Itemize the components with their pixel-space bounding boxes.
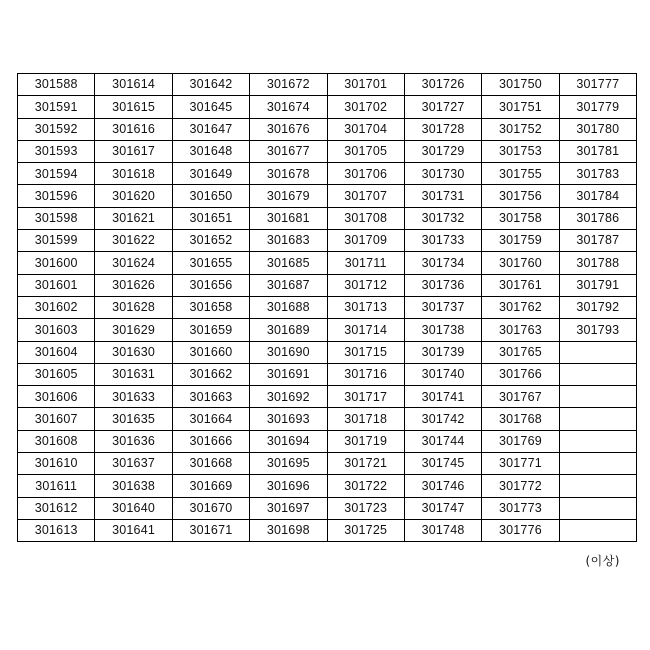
table-row xyxy=(18,519,637,541)
table-cell: 301622 xyxy=(95,230,172,252)
table-cell: 301636 xyxy=(95,430,172,452)
table-cell xyxy=(559,386,636,408)
table-row xyxy=(18,341,637,363)
table-cell: 301755 xyxy=(482,163,559,185)
table-cell: 301620 xyxy=(95,185,172,207)
table-cell: 301718 xyxy=(327,408,404,430)
table-cell: 301740 xyxy=(404,363,481,385)
table-cell: 301666 xyxy=(172,430,249,452)
table-cell: 301752 xyxy=(482,118,559,140)
table-cell: 301668 xyxy=(172,453,249,475)
table-row xyxy=(18,118,637,140)
table-cell: 301613 xyxy=(18,519,95,541)
table-cell: 301630 xyxy=(95,341,172,363)
table-cell: 301769 xyxy=(482,430,559,452)
table-cell: 301691 xyxy=(250,363,327,385)
table-cell: 301598 xyxy=(18,207,95,229)
table-cell: 301792 xyxy=(559,296,636,318)
table-cell: 301786 xyxy=(559,207,636,229)
table-cell: 301637 xyxy=(95,453,172,475)
table-cell: 301738 xyxy=(404,319,481,341)
table-cell: 301773 xyxy=(482,497,559,519)
table-cell: 301739 xyxy=(404,341,481,363)
table-cell: 301693 xyxy=(250,408,327,430)
table-cell: 301767 xyxy=(482,386,559,408)
table-cell: 301725 xyxy=(327,519,404,541)
table-cell: 301670 xyxy=(172,497,249,519)
table-cell: 301765 xyxy=(482,341,559,363)
table-cell: 301687 xyxy=(250,274,327,296)
table-cell: 301633 xyxy=(95,386,172,408)
table-cell: 301702 xyxy=(327,96,404,118)
table-cell: 301640 xyxy=(95,497,172,519)
table-cell: 301603 xyxy=(18,319,95,341)
table-cell: 301695 xyxy=(250,453,327,475)
table-cell: 301626 xyxy=(95,274,172,296)
table-cell: 301642 xyxy=(172,74,249,96)
table-cell: 301707 xyxy=(327,185,404,207)
table-cell xyxy=(559,430,636,452)
table-cell: 301732 xyxy=(404,207,481,229)
table-cell: 301615 xyxy=(95,96,172,118)
table-cell: 301641 xyxy=(95,519,172,541)
table-cell: 301723 xyxy=(327,497,404,519)
table-cell: 301751 xyxy=(482,96,559,118)
table-row xyxy=(18,475,637,497)
table-cell: 301745 xyxy=(404,453,481,475)
table-cell: 301696 xyxy=(250,475,327,497)
number-table xyxy=(17,73,637,542)
table-cell: 301672 xyxy=(250,74,327,96)
table-cell: 301784 xyxy=(559,185,636,207)
table-cell: 301662 xyxy=(172,363,249,385)
table-row xyxy=(18,140,637,162)
table-cell: 301763 xyxy=(482,319,559,341)
table-cell: 301742 xyxy=(404,408,481,430)
table-cell: 301621 xyxy=(95,207,172,229)
table-cell: 301677 xyxy=(250,140,327,162)
table-cell: 301591 xyxy=(18,96,95,118)
table-cell: 301771 xyxy=(482,453,559,475)
table-cell: 301631 xyxy=(95,363,172,385)
table-cell: 301793 xyxy=(559,319,636,341)
table-cell: 301694 xyxy=(250,430,327,452)
table-cell: 301611 xyxy=(18,475,95,497)
table-row xyxy=(18,274,637,296)
table-cell: 301612 xyxy=(18,497,95,519)
table-cell: 301596 xyxy=(18,185,95,207)
table-row xyxy=(18,386,637,408)
table-cell: 301714 xyxy=(327,319,404,341)
table-row xyxy=(18,363,637,385)
table-cell: 301788 xyxy=(559,252,636,274)
table-cell: 301635 xyxy=(95,408,172,430)
table-cell: 301758 xyxy=(482,207,559,229)
table-cell: 301750 xyxy=(482,74,559,96)
table-cell: 301733 xyxy=(404,230,481,252)
table-cell: 301741 xyxy=(404,386,481,408)
table-cell: 301614 xyxy=(95,74,172,96)
table-cell: 301697 xyxy=(250,497,327,519)
table-cell: 301648 xyxy=(172,140,249,162)
table-cell: 301781 xyxy=(559,140,636,162)
table-cell: 301616 xyxy=(95,118,172,140)
table-cell: 301681 xyxy=(250,207,327,229)
table-cell: 301780 xyxy=(559,118,636,140)
table-cell: 301601 xyxy=(18,274,95,296)
table-cell xyxy=(559,341,636,363)
table-cell: 301731 xyxy=(404,185,481,207)
table-cell: 301690 xyxy=(250,341,327,363)
table-cell: 301712 xyxy=(327,274,404,296)
table-cell: 301660 xyxy=(172,341,249,363)
table-cell: 301756 xyxy=(482,185,559,207)
table-cell: 301610 xyxy=(18,453,95,475)
table-cell: 301746 xyxy=(404,475,481,497)
table-row xyxy=(18,497,637,519)
table-cell: 301594 xyxy=(18,163,95,185)
table-cell: 301645 xyxy=(172,96,249,118)
table-cell: 301607 xyxy=(18,408,95,430)
table-cell xyxy=(559,453,636,475)
table-cell: 301593 xyxy=(18,140,95,162)
table-cell: 301744 xyxy=(404,430,481,452)
table-cell: 301599 xyxy=(18,230,95,252)
table-cell: 301779 xyxy=(559,96,636,118)
table-row xyxy=(18,252,637,274)
table-row xyxy=(18,185,637,207)
table-cell: 301664 xyxy=(172,408,249,430)
table-cell: 301674 xyxy=(250,96,327,118)
table-cell: 301717 xyxy=(327,386,404,408)
table-cell: 301701 xyxy=(327,74,404,96)
table-cell: 301617 xyxy=(95,140,172,162)
table-cell: 301655 xyxy=(172,252,249,274)
table-cell: 301730 xyxy=(404,163,481,185)
table-cell: 301726 xyxy=(404,74,481,96)
table-cell: 301777 xyxy=(559,74,636,96)
table-cell: 301656 xyxy=(172,274,249,296)
table-cell: 301652 xyxy=(172,230,249,252)
table-cell: 301791 xyxy=(559,274,636,296)
table-cell: 301762 xyxy=(482,296,559,318)
table-cell: 301600 xyxy=(18,252,95,274)
table-cell: 301649 xyxy=(172,163,249,185)
table-row xyxy=(18,430,637,452)
table-cell: 301706 xyxy=(327,163,404,185)
table-cell: 301719 xyxy=(327,430,404,452)
table-cell: 301669 xyxy=(172,475,249,497)
table-row xyxy=(18,74,637,96)
table-cell: 301588 xyxy=(18,74,95,96)
table-cell: 301604 xyxy=(18,341,95,363)
table-cell: 301650 xyxy=(172,185,249,207)
table-cell: 301734 xyxy=(404,252,481,274)
table-cell: 301629 xyxy=(95,319,172,341)
table-cell: 301708 xyxy=(327,207,404,229)
table-cell: 301647 xyxy=(172,118,249,140)
table-cell: 301736 xyxy=(404,274,481,296)
table-row xyxy=(18,296,637,318)
table-cell: 301659 xyxy=(172,319,249,341)
table-cell: 301711 xyxy=(327,252,404,274)
table-cell: 301705 xyxy=(327,140,404,162)
table-cell xyxy=(559,408,636,430)
table-cell: 301776 xyxy=(482,519,559,541)
table-cell: 301768 xyxy=(482,408,559,430)
table-cell: 301716 xyxy=(327,363,404,385)
table-row xyxy=(18,319,637,341)
table-cell: 301685 xyxy=(250,252,327,274)
table-cell: 301638 xyxy=(95,475,172,497)
table-cell: 301760 xyxy=(482,252,559,274)
table-cell: 301624 xyxy=(95,252,172,274)
table-cell: 301676 xyxy=(250,118,327,140)
table-cell: 301709 xyxy=(327,230,404,252)
table-cell: 301602 xyxy=(18,296,95,318)
table-cell: 301688 xyxy=(250,296,327,318)
table-cell: 301761 xyxy=(482,274,559,296)
table-cell: 301766 xyxy=(482,363,559,385)
table-cell: 301715 xyxy=(327,341,404,363)
table-cell: 301678 xyxy=(250,163,327,185)
table-cell xyxy=(559,519,636,541)
table-cell: 301713 xyxy=(327,296,404,318)
table-row xyxy=(18,96,637,118)
table-cell: 301727 xyxy=(404,96,481,118)
table-cell: 301683 xyxy=(250,230,327,252)
table-cell: 301748 xyxy=(404,519,481,541)
end-note: (이상) xyxy=(585,554,620,568)
table-cell: 301679 xyxy=(250,185,327,207)
table-cell: 301628 xyxy=(95,296,172,318)
table-cell: 301721 xyxy=(327,453,404,475)
table-row xyxy=(18,163,637,185)
table-row xyxy=(18,207,637,229)
table-row xyxy=(18,230,637,252)
table-row xyxy=(18,408,637,430)
table-cell: 301787 xyxy=(559,230,636,252)
table-cell: 301783 xyxy=(559,163,636,185)
table-cell: 301658 xyxy=(172,296,249,318)
table-body xyxy=(18,74,637,542)
table-cell: 301605 xyxy=(18,363,95,385)
table-cell: 301671 xyxy=(172,519,249,541)
table-cell: 301608 xyxy=(18,430,95,452)
table-cell: 301592 xyxy=(18,118,95,140)
table-cell: 301753 xyxy=(482,140,559,162)
table-cell: 301737 xyxy=(404,296,481,318)
table-cell: 301618 xyxy=(95,163,172,185)
table-cell: 301651 xyxy=(172,207,249,229)
table-cell: 301663 xyxy=(172,386,249,408)
table-cell: 301704 xyxy=(327,118,404,140)
table-cell: 301772 xyxy=(482,475,559,497)
table-cell: 301729 xyxy=(404,140,481,162)
table-cell: 301747 xyxy=(404,497,481,519)
table-cell xyxy=(559,363,636,385)
table-cell: 301698 xyxy=(250,519,327,541)
table-cell: 301759 xyxy=(482,230,559,252)
table-cell xyxy=(559,497,636,519)
table-row xyxy=(18,453,637,475)
table-cell xyxy=(559,475,636,497)
table-cell: 301689 xyxy=(250,319,327,341)
table-cell: 301722 xyxy=(327,475,404,497)
table-cell: 301692 xyxy=(250,386,327,408)
table-cell: 301606 xyxy=(18,386,95,408)
table-cell: 301728 xyxy=(404,118,481,140)
